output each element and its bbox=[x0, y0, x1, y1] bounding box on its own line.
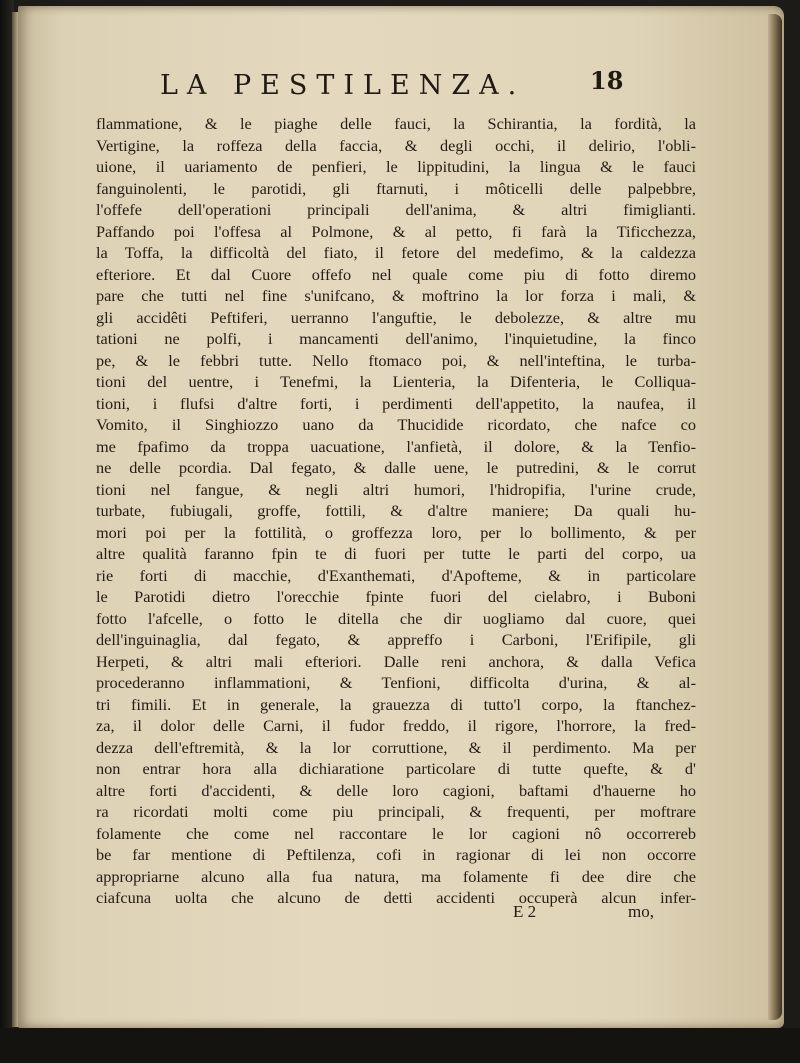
page-footer bbox=[96, 902, 654, 926]
text-line: me fpafimo da troppa uacuatione, l'anfietà, il dolore, & la Tenfio- bbox=[96, 436, 696, 456]
text-line: non entrar hora alla dichiaratione particolare di tutte quefte, & d' bbox=[96, 759, 696, 778]
text-line: tioni del uentre, i Tenefmi, la Lienteria, la Difenteria, le Colliqua- bbox=[96, 372, 696, 391]
text-line: tationi ne polfi, i mancamenti dell'animo, l'inquietudine, la finco bbox=[96, 329, 696, 348]
signature-mark: E 2 bbox=[513, 902, 537, 921]
text-line: le Parotidi dietro l'orecchie fpinte fuori del cielabro, i Buboni bbox=[96, 587, 696, 606]
text-line: fotto l'afcelle, o fotto le ditella che dir uogliamo dal cuore, quei bbox=[96, 608, 696, 628]
catchword: mo, bbox=[628, 902, 654, 921]
text-line: mori poi per la fottilità, o groffezza loro, per lo bollimento, & per bbox=[96, 522, 696, 542]
text-line: fanguinolenti, le parotidi, gli ftarnuti, i môticelli delle palpebbre, bbox=[96, 178, 696, 198]
text-line: efteriore. Et dal Cuore offefo nel quale come piu di fotto diremo bbox=[96, 264, 696, 284]
text-line: gli accidêti Peftiferi, uerranno l'anguftie, le debolezze, & altre mu bbox=[96, 307, 696, 327]
text-line: la Toffa, la difficoltà del fiato, il fetore del medefimo, & la caldezza bbox=[96, 243, 696, 262]
page-header bbox=[160, 66, 624, 110]
text-line: altre forti d'accidenti, & delle loro cagioni, baftami d'hauerne ho bbox=[96, 780, 696, 800]
text-line: l'offefe dell'operationi principali dell'anima, & altri fimiglianti. bbox=[96, 200, 696, 219]
text-line: ne delle pcordia. Dal fegato, & dalle uene, le putredini, & le corrut bbox=[96, 458, 696, 477]
running-head: LA PESTILENZA. bbox=[160, 70, 526, 101]
text-line: folamente che come nel raccontare le lor cagioni nô occorrereb bbox=[96, 823, 696, 843]
text-line: za, il dolor delle Carni, il fudor freddo, il rigore, l'horrore, la fred- bbox=[96, 716, 696, 735]
text-line: pare che tutti nel fine s'unifcano, & moftrino la lor forza i mali, & bbox=[96, 286, 696, 305]
text-line: appropriarne alcuno alla fua natura, ma folamente fi dee dire che bbox=[96, 866, 696, 886]
text-line: turbate, fubiugali, groffe, fottili, & d'altre maniere; Da quali hu- bbox=[96, 501, 696, 520]
text-line: pe, & le febbri tutte. Nello ftomaco poi, & nell'inteftina, le turba- bbox=[96, 350, 696, 370]
bottom-background bbox=[0, 1028, 800, 1063]
text-line: dezza dell'eftremità, & la lor corruttione, & il perdimento. Ma per bbox=[96, 737, 696, 757]
text-line: dell'inguinaglia, dal fegato, & appreffo i Carboni, l'Erifipile, gli bbox=[96, 630, 696, 649]
text-line: flammatione, & le piaghe delle fauci, la Schirantia, la fordità, la bbox=[96, 114, 696, 133]
page-number: 18 bbox=[590, 66, 624, 95]
body-text bbox=[96, 113, 696, 909]
text-line: Vertigine, la roffeza della faccia, & degli occhi, il delirio, l'obli- bbox=[96, 135, 696, 155]
text-line: Vomito, il Singhiozzo uano da Thucidide ricordato, che nafce co bbox=[96, 415, 696, 434]
text-line: rie forti di macchie, d'Exanthemati, d'Apofteme, & in particolare bbox=[96, 565, 696, 585]
text-line: tioni nel fangue, & negli altri humori, l'hidropifia, l'urine crude, bbox=[96, 479, 696, 499]
text-line: tri fimili. Et in generale, la grauezza di tutto'l corpo, la ftanchez- bbox=[96, 694, 696, 714]
text-line: uione, il uariamento de penfieri, le lippitudini, la lingua & le fauci bbox=[96, 157, 696, 176]
text-line: Herpeti, & altri mali efteriori. Dalle reni anchora, & dalla Vefica bbox=[96, 651, 696, 671]
page-edge bbox=[768, 14, 782, 1020]
text-line: procederanno inflammationi, & Tenfioni, difficolta d'urina, & al- bbox=[96, 673, 696, 692]
text-line: ciafcuna uolta che alcuno de detti accidenti occuperà alcun infer- bbox=[96, 888, 696, 907]
text-line: ra ricordati molti come piu principali, & frequenti, per moftrare bbox=[96, 802, 696, 821]
text-line: Paffando poi l'offesa al Polmone, & al petto, fi farà la Tificchezza, bbox=[96, 221, 696, 241]
text-line: altre qualità faranno fpin te di fuori per tutte le parti del corpo, ua bbox=[96, 544, 696, 563]
text-line: tioni, i flufsi d'altre forti, i perdimenti dell'appetito, la naufea, il bbox=[96, 393, 696, 413]
text-line: be far mentione di Peftilenza, cofi in ragionar di lei non occorre bbox=[96, 845, 696, 864]
